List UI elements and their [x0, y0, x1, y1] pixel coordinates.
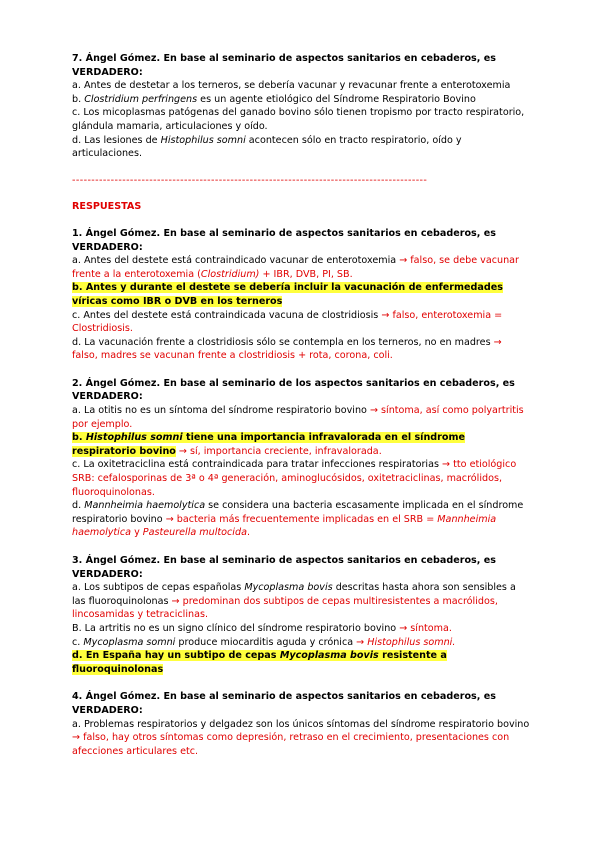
option-text: tiene una importancia infravalorada en el síndrome respiratorio bovino: [72, 432, 465, 457]
option-text: a. Problemas respiratorios y delgadez son los únicos síntomas del síndrome respiratorio bovino: [72, 718, 530, 730]
species-name: Mycoplasma bovis: [279, 650, 379, 662]
species-name: Histophilus somni: [85, 432, 183, 444]
answer-text: y: [131, 527, 143, 539]
question-3-title: 3. Ángel Gómez. En base al seminario de aspectos sanitarios en cebaderos, es VERDADERO:: [72, 555, 496, 580]
question-2-option-a: [72, 404, 530, 431]
option-text: es un agente etiológico del Síndrome Respiratorio Bovino: [197, 93, 476, 105]
option-prefix: d.: [72, 500, 85, 512]
option-text: B. La artritis no es un signo clínico del síndrome respiratorio bovino: [72, 622, 397, 634]
species-name: Pasteurella multocida: [142, 527, 247, 539]
species-name: Clostridium): [200, 268, 260, 280]
option-text: d. En España hay un subtipo de cepas: [72, 650, 280, 662]
option-text: c. Antes del destete está contraindicada vacuna de clostridiosis: [72, 309, 379, 321]
answer-note: → síntoma.: [396, 622, 452, 634]
question-1-option-a: [72, 254, 530, 281]
option-text: c. La oxitetraciclina está contraindicada para tratar infecciones respiratorias: [72, 459, 439, 471]
species-name: Mannheimia haemolytica: [84, 500, 206, 512]
answer-note: → sí, importancia creciente, infravalorada.: [175, 445, 382, 457]
species-name: Clostridium perfringens: [84, 93, 198, 105]
answer-note: → falso, hay otros síntomas como depresión, retraso en el crecimiento, presentaciones con afecciones articulares etc.: [72, 732, 510, 757]
species-name: Mycoplasma somni: [83, 636, 176, 648]
question-7-option-c: c. Los micoplasmas patógenas del ganado bovino sólo tienen tropismo por tracto respiratorio, glándula mamaria, articulaciones y oído.: [72, 107, 525, 132]
option-prefix: c.: [72, 636, 84, 648]
option-text: a. Antes del destete está contraindicado vacunar de enterotoxemia: [72, 255, 397, 267]
option-text: produce miocarditis aguda y crónica: [175, 636, 354, 648]
option-text: resistente a fluoroquinolonas: [72, 650, 447, 675]
option-text: se considera una bacteria escasamente implicada en el síndrome respiratorio bovino: [72, 500, 524, 525]
answer-text: + IBR, DVB, PI, SB.: [259, 268, 353, 280]
answer-note: → tto etiológico SRB: cefalosporinas de 3ª o 4ª generación, aminoglucósidos, oxitetraciclinas, macrólidos, fluoroquinolonas.: [72, 459, 517, 498]
question-3-option-c: [72, 636, 530, 650]
question-7-option-a: a. Antes de destetar a los terneros, se debería vacunar y revacunar frente a enterotoxemia: [72, 80, 511, 92]
answer-text: →: [353, 636, 368, 648]
question-7-option-b: [72, 93, 530, 107]
question-3-option-b: [72, 622, 530, 636]
document-page: [72, 52, 530, 758]
correct-answer-highlight: b. Antes y durante el destete se debería incluir la vacunación de enfermedades víricas como IBR o DVB en los terneros: [72, 282, 503, 307]
correct-answer-highlight: [72, 650, 447, 675]
question-1-option-c: [72, 309, 530, 336]
answer-text: .: [246, 527, 251, 539]
species-name: Mycoplasma bovis: [244, 582, 333, 594]
option-text: a. Los subtipos de cepas españolas: [72, 582, 245, 594]
option-text: acontecen sólo en tracto respiratorio, oído y articulaciones.: [72, 134, 462, 160]
answer-note: → falso, madres se vacunan frente a clostridiosis + rota, corona, coli.: [72, 336, 502, 362]
question-4-title: 4. Ángel Gómez. En base al seminario de aspectos sanitarios en cebaderos, es VERDADERO:: [72, 691, 496, 716]
question-1-option-b: [72, 281, 530, 308]
question-3-option-d: [72, 649, 530, 676]
species-name: Histophilus somni.: [367, 636, 456, 648]
question-1-title: 1. Ángel Gómez. En base al seminario de aspectos sanitarios en cebaderos, es VERDADERO:: [72, 227, 496, 253]
answer-note: → síntoma, así como polyartritis por ejemplo.: [72, 405, 524, 430]
question-3-option-a: [72, 581, 530, 622]
answers-heading: RESPUESTAS: [72, 201, 142, 213]
separator-line: --------------------------------------------------------------------------------------------: [72, 174, 428, 186]
option-text: a. La otitis no es un síntoma del síndrome respiratorio bovino: [72, 405, 367, 417]
option-text: d. La vacunación frente a clostridiosis sólo se contempla en los terneros, no en madres: [72, 336, 491, 348]
question-1-option-d: [72, 336, 530, 363]
answer-note: → predominan dos subtipos de cepas multiresistentes a macrólidos, lincosamidas y tetraciclinas.: [72, 595, 498, 621]
option-prefix: b.: [72, 93, 85, 105]
option-prefix: b.: [72, 432, 86, 444]
species-name: Histophilus somni: [160, 134, 246, 146]
question-2-title: 2. Ángel Gómez. En base al seminario de los aspectos sanitarios en cebaderos, es VERDADERO:: [72, 377, 515, 403]
answer-text: → bacteria más frecuentemente implicadas en el SRB =: [162, 513, 438, 525]
question-2-option-b: [72, 431, 530, 458]
answer-text: → falso, se debe vacunar frente a la enterotoxemia (: [72, 255, 519, 280]
question-2-option-c: [72, 458, 530, 499]
option-text: descritas hasta ahora son sensibles a las fluoroquinolonas: [72, 582, 516, 607]
answer-note: [353, 637, 455, 648]
question-7-option-d: [72, 134, 530, 161]
option-text: d. Las lesiones de: [72, 134, 161, 146]
question-7-title: 7. Ángel Gómez. En base al seminario de aspectos sanitarios en cebaderos, es VERDADERO:: [72, 53, 496, 78]
answer-note: → falso, enterotoxemia = Clostridiosis.: [72, 309, 503, 335]
question-2-option-d: [72, 499, 530, 540]
question-4-option-a: [72, 718, 530, 759]
species-name: Mannheimia haemolytica: [72, 513, 497, 539]
